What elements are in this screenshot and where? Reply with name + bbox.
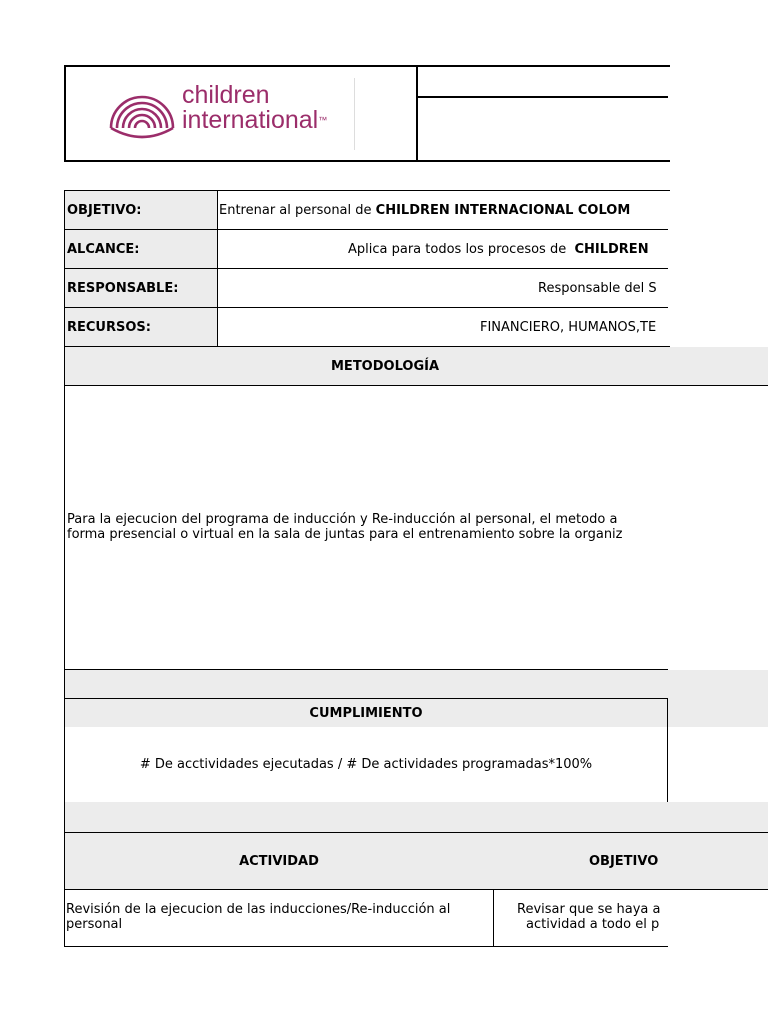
logo-text-line1: children <box>182 81 270 109</box>
metodologia-header <box>64 347 768 386</box>
metodologia-line1: Para la ejecucion del programa de inducción y Re-inducción al personal, el metodo a <box>67 512 618 527</box>
metodologia-line2: forma presencial o virtual en la sala de juntas para el entrenamiento sobre la organiz <box>67 527 623 542</box>
activity-row-1-objetivo: Revisar que se haya a actividad a todo el p <box>517 902 661 932</box>
responsable-label: RESPONSABLE: <box>65 269 217 307</box>
section-spacer-2 <box>64 802 768 833</box>
alcance-company: CHILDREN <box>574 241 649 257</box>
col-header-objetivo: OBJETIVO <box>493 832 768 890</box>
logo-trademark: ™ <box>318 115 328 125</box>
company-logo <box>108 78 358 150</box>
cumplimiento-header <box>64 698 668 728</box>
logo-text-line2: international <box>182 106 319 134</box>
objetivo-label: OBJETIVO: <box>65 191 217 229</box>
metodologia-title: METODOLOGÍA <box>331 358 440 374</box>
alcance-text: Aplica para todos los procesos de <box>348 241 575 257</box>
cumplimiento-title: CUMPLIMIENTO <box>309 705 423 721</box>
responsable-value <box>218 269 668 307</box>
objetivo-text: Entrenar al personal de <box>219 202 376 218</box>
col-header-actividad: ACTIVIDAD <box>64 832 494 890</box>
recursos-label: RECURSOS: <box>65 308 217 346</box>
responsable-text: Responsable del S <box>538 280 657 296</box>
objetivo-company: CHILDREN INTERNACIONAL COLOM <box>375 202 631 218</box>
header-right-rule <box>416 96 668 98</box>
alcance-label: ALCANCE: <box>65 230 217 268</box>
logo-rings-icon <box>108 80 176 144</box>
recursos-text: FINANCIERO, HUMANOS,TE <box>480 319 657 335</box>
cumplimiento-body <box>64 727 668 803</box>
objetivo-value <box>218 191 668 229</box>
metodologia-body <box>64 386 668 670</box>
activity-row-1-actividad: Revisión de la ejecucion de las inducciones/Re-inducción al personal <box>66 902 451 932</box>
cumplimiento-formula: # De acctividades ejecutadas / # De actividades programadas*100% <box>139 757 593 772</box>
header-divider <box>416 65 418 162</box>
alcance-value <box>218 230 668 268</box>
recursos-value <box>218 308 668 346</box>
